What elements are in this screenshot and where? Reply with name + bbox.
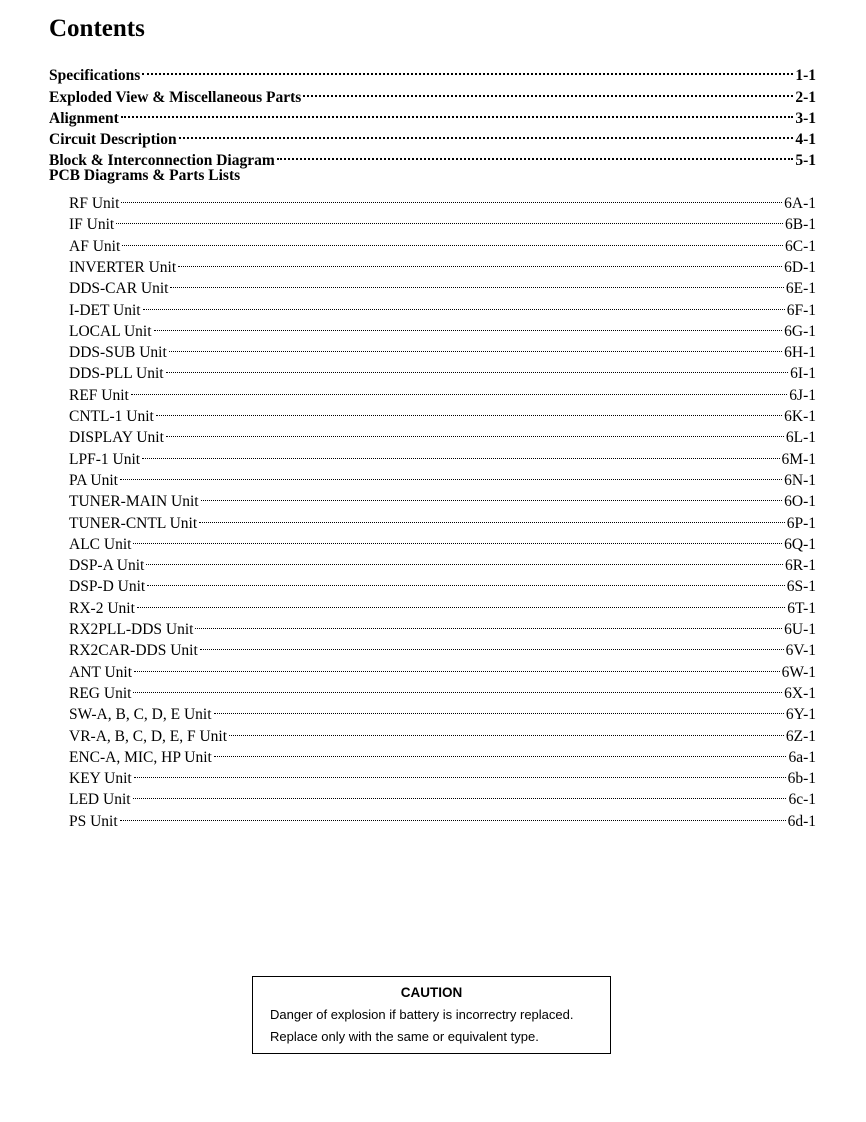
caution-line-1: Danger of explosion if battery is incorrectry replaced. <box>270 1007 574 1022</box>
toc-entry-page: 6M-1 <box>781 450 816 468</box>
toc-pcb-entry[interactable] <box>49 677 816 702</box>
dot-leader <box>121 187 782 208</box>
dot-leader <box>200 634 784 655</box>
toc-entry-label: Block & Interconnection Diagram <box>49 152 275 170</box>
toc-entry-page: 6G-1 <box>784 322 816 340</box>
toc-entry-page: 6S-1 <box>786 578 816 596</box>
toc-entry-page: 6W-1 <box>781 663 816 681</box>
dot-leader <box>122 229 783 250</box>
toc-entry-page: 1-1 <box>795 67 816 85</box>
dot-leader <box>166 421 784 442</box>
toc-entry-label: IF Unit <box>69 216 115 234</box>
toc-entry-page: 6R-1 <box>785 557 816 575</box>
toc-pcb-entry[interactable] <box>49 485 816 511</box>
toc-pcb-entry[interactable] <box>49 293 816 319</box>
dot-leader <box>277 144 794 165</box>
toc-entry-page: 6O-1 <box>784 493 816 511</box>
toc-entry-page: 6N-1 <box>784 471 816 489</box>
toc-entry-page: 6L-1 <box>785 429 816 447</box>
toc-pcb-entry[interactable] <box>49 655 816 681</box>
toc-entry-label: Alignment <box>49 109 119 127</box>
toc-main-entry[interactable] <box>49 102 816 127</box>
toc-entry-page: 6P-1 <box>786 514 816 532</box>
toc-entry-page: 6K-1 <box>784 408 816 426</box>
toc-entry-label: KEY Unit <box>69 770 132 788</box>
toc-entry-label: SW-A, B, C, D, E Unit <box>69 706 212 724</box>
toc-pcb-entry[interactable] <box>49 591 816 617</box>
toc-entry-label: ENC-A, MIC, HP Unit <box>69 748 212 766</box>
dot-leader <box>179 123 794 144</box>
dot-leader <box>156 400 782 421</box>
toc-entry-page: 6T-1 <box>787 599 816 617</box>
toc-entry-page: 6B-1 <box>785 216 816 234</box>
dot-leader <box>303 80 793 101</box>
toc-entry-label: I-DET Unit <box>69 301 141 319</box>
dot-leader <box>214 741 787 762</box>
toc-entry-label: DDS-SUB Unit <box>69 344 167 362</box>
toc-entry-label: ALC Unit <box>69 535 132 553</box>
dot-leader <box>199 506 785 527</box>
toc-entry-label: PA Unit <box>69 471 118 489</box>
toc-entry-label: TUNER-CNTL Unit <box>69 514 198 532</box>
dot-leader <box>146 549 783 570</box>
toc-entry-label: DSP-D Unit <box>69 578 146 596</box>
dot-leader <box>154 315 783 336</box>
toc-pcb-entry[interactable] <box>49 783 816 809</box>
toc-main-entry[interactable] <box>49 80 816 106</box>
toc-entry-page: 6c-1 <box>788 791 816 809</box>
toc-entry-label: DSP-A Unit <box>69 557 145 575</box>
toc-entry-label: ANT Unit <box>69 663 133 681</box>
toc-entry-label: DISPLAY Unit <box>69 429 164 447</box>
toc-pcb-entry[interactable] <box>49 315 816 340</box>
toc-entry-page: 6X-1 <box>784 684 816 702</box>
toc-entry-label: REF Unit <box>69 386 129 404</box>
toc-entry-label: TUNER-MAIN Unit <box>69 493 199 511</box>
dot-leader <box>166 357 789 378</box>
dot-leader <box>195 613 782 634</box>
toc-entry-page: 6d-1 <box>787 812 816 830</box>
toc-entry-page: 4-1 <box>795 131 816 149</box>
toc-pcb-entry[interactable] <box>49 378 816 404</box>
toc-entry-page: 6I-1 <box>790 365 816 383</box>
pcb-entries-list <box>49 187 816 830</box>
toc-entry-label: VR-A, B, C, D, E, F Unit <box>69 727 228 745</box>
page-title: Contents <box>49 15 145 42</box>
toc-entry-page: 6U-1 <box>784 621 816 639</box>
dot-leader <box>142 442 779 463</box>
pcb-section-label: PCB Diagrams & Parts Lists <box>49 167 241 185</box>
toc-entry-label: DDS-PLL Unit <box>69 365 164 383</box>
toc-entry-page: 6Y-1 <box>785 706 816 724</box>
dot-leader <box>137 591 785 612</box>
toc-main-entry[interactable] <box>49 123 816 149</box>
toc-entry-page: 3-1 <box>795 109 816 127</box>
dot-leader <box>201 485 783 506</box>
toc-pcb-entry[interactable] <box>49 400 816 426</box>
toc-entry-label: Exploded View & Miscellaneous Parts <box>49 88 302 106</box>
toc-entry-label: Circuit Description <box>49 131 177 149</box>
caution-title: CAUTION <box>400 985 463 1000</box>
toc-pcb-entry[interactable] <box>49 187 816 213</box>
toc-pcb-entry[interactable] <box>49 208 816 234</box>
dot-leader <box>169 336 782 357</box>
toc-pcb-entry[interactable] <box>49 421 816 447</box>
dot-leader <box>116 208 783 229</box>
toc-pcb-entry[interactable] <box>49 251 816 276</box>
dot-leader <box>229 719 784 740</box>
toc-entry-page: 6Q-1 <box>784 535 816 553</box>
caution-line-2: Replace only with the same or equivalent type. <box>270 1029 539 1044</box>
dot-leader <box>170 272 783 293</box>
dot-leader <box>134 655 780 676</box>
toc-entry-label: RF Unit <box>69 195 120 213</box>
toc-entry-page: 6V-1 <box>785 642 816 660</box>
dot-leader <box>133 783 787 804</box>
toc-entry-label: LOCAL Unit <box>69 322 152 340</box>
toc-entry-page: 6b-1 <box>787 770 816 788</box>
dot-leader <box>214 698 784 719</box>
dot-leader <box>142 59 793 80</box>
dot-leader <box>143 293 785 314</box>
toc-pcb-entry[interactable] <box>49 528 816 553</box>
dot-leader <box>120 464 782 485</box>
caution-box <box>252 976 611 1054</box>
toc-pcb-entry[interactable] <box>49 762 816 788</box>
dot-leader <box>133 528 782 549</box>
toc-entry-label: LED Unit <box>69 791 131 809</box>
toc-entry-label: RX2CAR-DDS Unit <box>69 642 198 660</box>
toc-entry-page: 6Z-1 <box>785 727 816 745</box>
toc-entry-page: 2-1 <box>795 88 816 106</box>
toc-entry-page: 6F-1 <box>786 301 816 319</box>
toc-entry-page: 6E-1 <box>785 280 816 298</box>
toc-entry-label: INVERTER Unit <box>69 258 177 276</box>
toc-entry-page: 6A-1 <box>784 195 816 213</box>
toc-entry-label: PS Unit <box>69 812 118 830</box>
toc-entry-label: RX-2 Unit <box>69 599 135 617</box>
dot-leader <box>121 102 794 123</box>
toc-entry-label: LPF-1 Unit <box>69 450 141 468</box>
table-of-contents <box>49 59 816 830</box>
pcb-section-heading <box>49 165 816 186</box>
dot-leader <box>133 677 782 698</box>
toc-entry-page: 6J-1 <box>789 386 816 404</box>
toc-entry-page: 6C-1 <box>785 237 816 255</box>
toc-pcb-entry[interactable] <box>49 229 816 255</box>
toc-entry-page: 6H-1 <box>784 344 816 362</box>
toc-pcb-entry[interactable] <box>49 613 816 639</box>
dot-leader <box>178 251 782 272</box>
main-entries-list <box>49 59 816 170</box>
dot-leader <box>134 762 786 783</box>
toc-entry-label: RX2PLL-DDS Unit <box>69 621 194 639</box>
toc-pcb-entry[interactable] <box>49 442 816 468</box>
toc-pcb-entry[interactable] <box>49 336 816 362</box>
toc-pcb-entry[interactable] <box>49 698 816 724</box>
toc-entry-label: DDS-CAR Unit <box>69 280 169 298</box>
toc-entry-label: CNTL-1 Unit <box>69 408 154 426</box>
toc-pcb-entry[interactable] <box>49 804 816 830</box>
toc-entry-label: Specifications <box>49 67 141 85</box>
dot-leader <box>147 570 784 591</box>
toc-entry-page: 6D-1 <box>784 258 816 276</box>
toc-entry-label: AF Unit <box>69 237 121 255</box>
toc-pcb-entry[interactable] <box>49 464 816 489</box>
toc-entry-page: 5-1 <box>795 152 816 170</box>
toc-entry-label: REG Unit <box>69 684 132 702</box>
toc-pcb-entry[interactable] <box>49 549 816 575</box>
toc-main-entry[interactable] <box>49 59 816 85</box>
dot-leader <box>131 378 787 399</box>
dot-leader <box>120 804 786 825</box>
toc-entry-page: 6a-1 <box>788 748 816 766</box>
toc-pcb-entry[interactable] <box>49 570 816 596</box>
